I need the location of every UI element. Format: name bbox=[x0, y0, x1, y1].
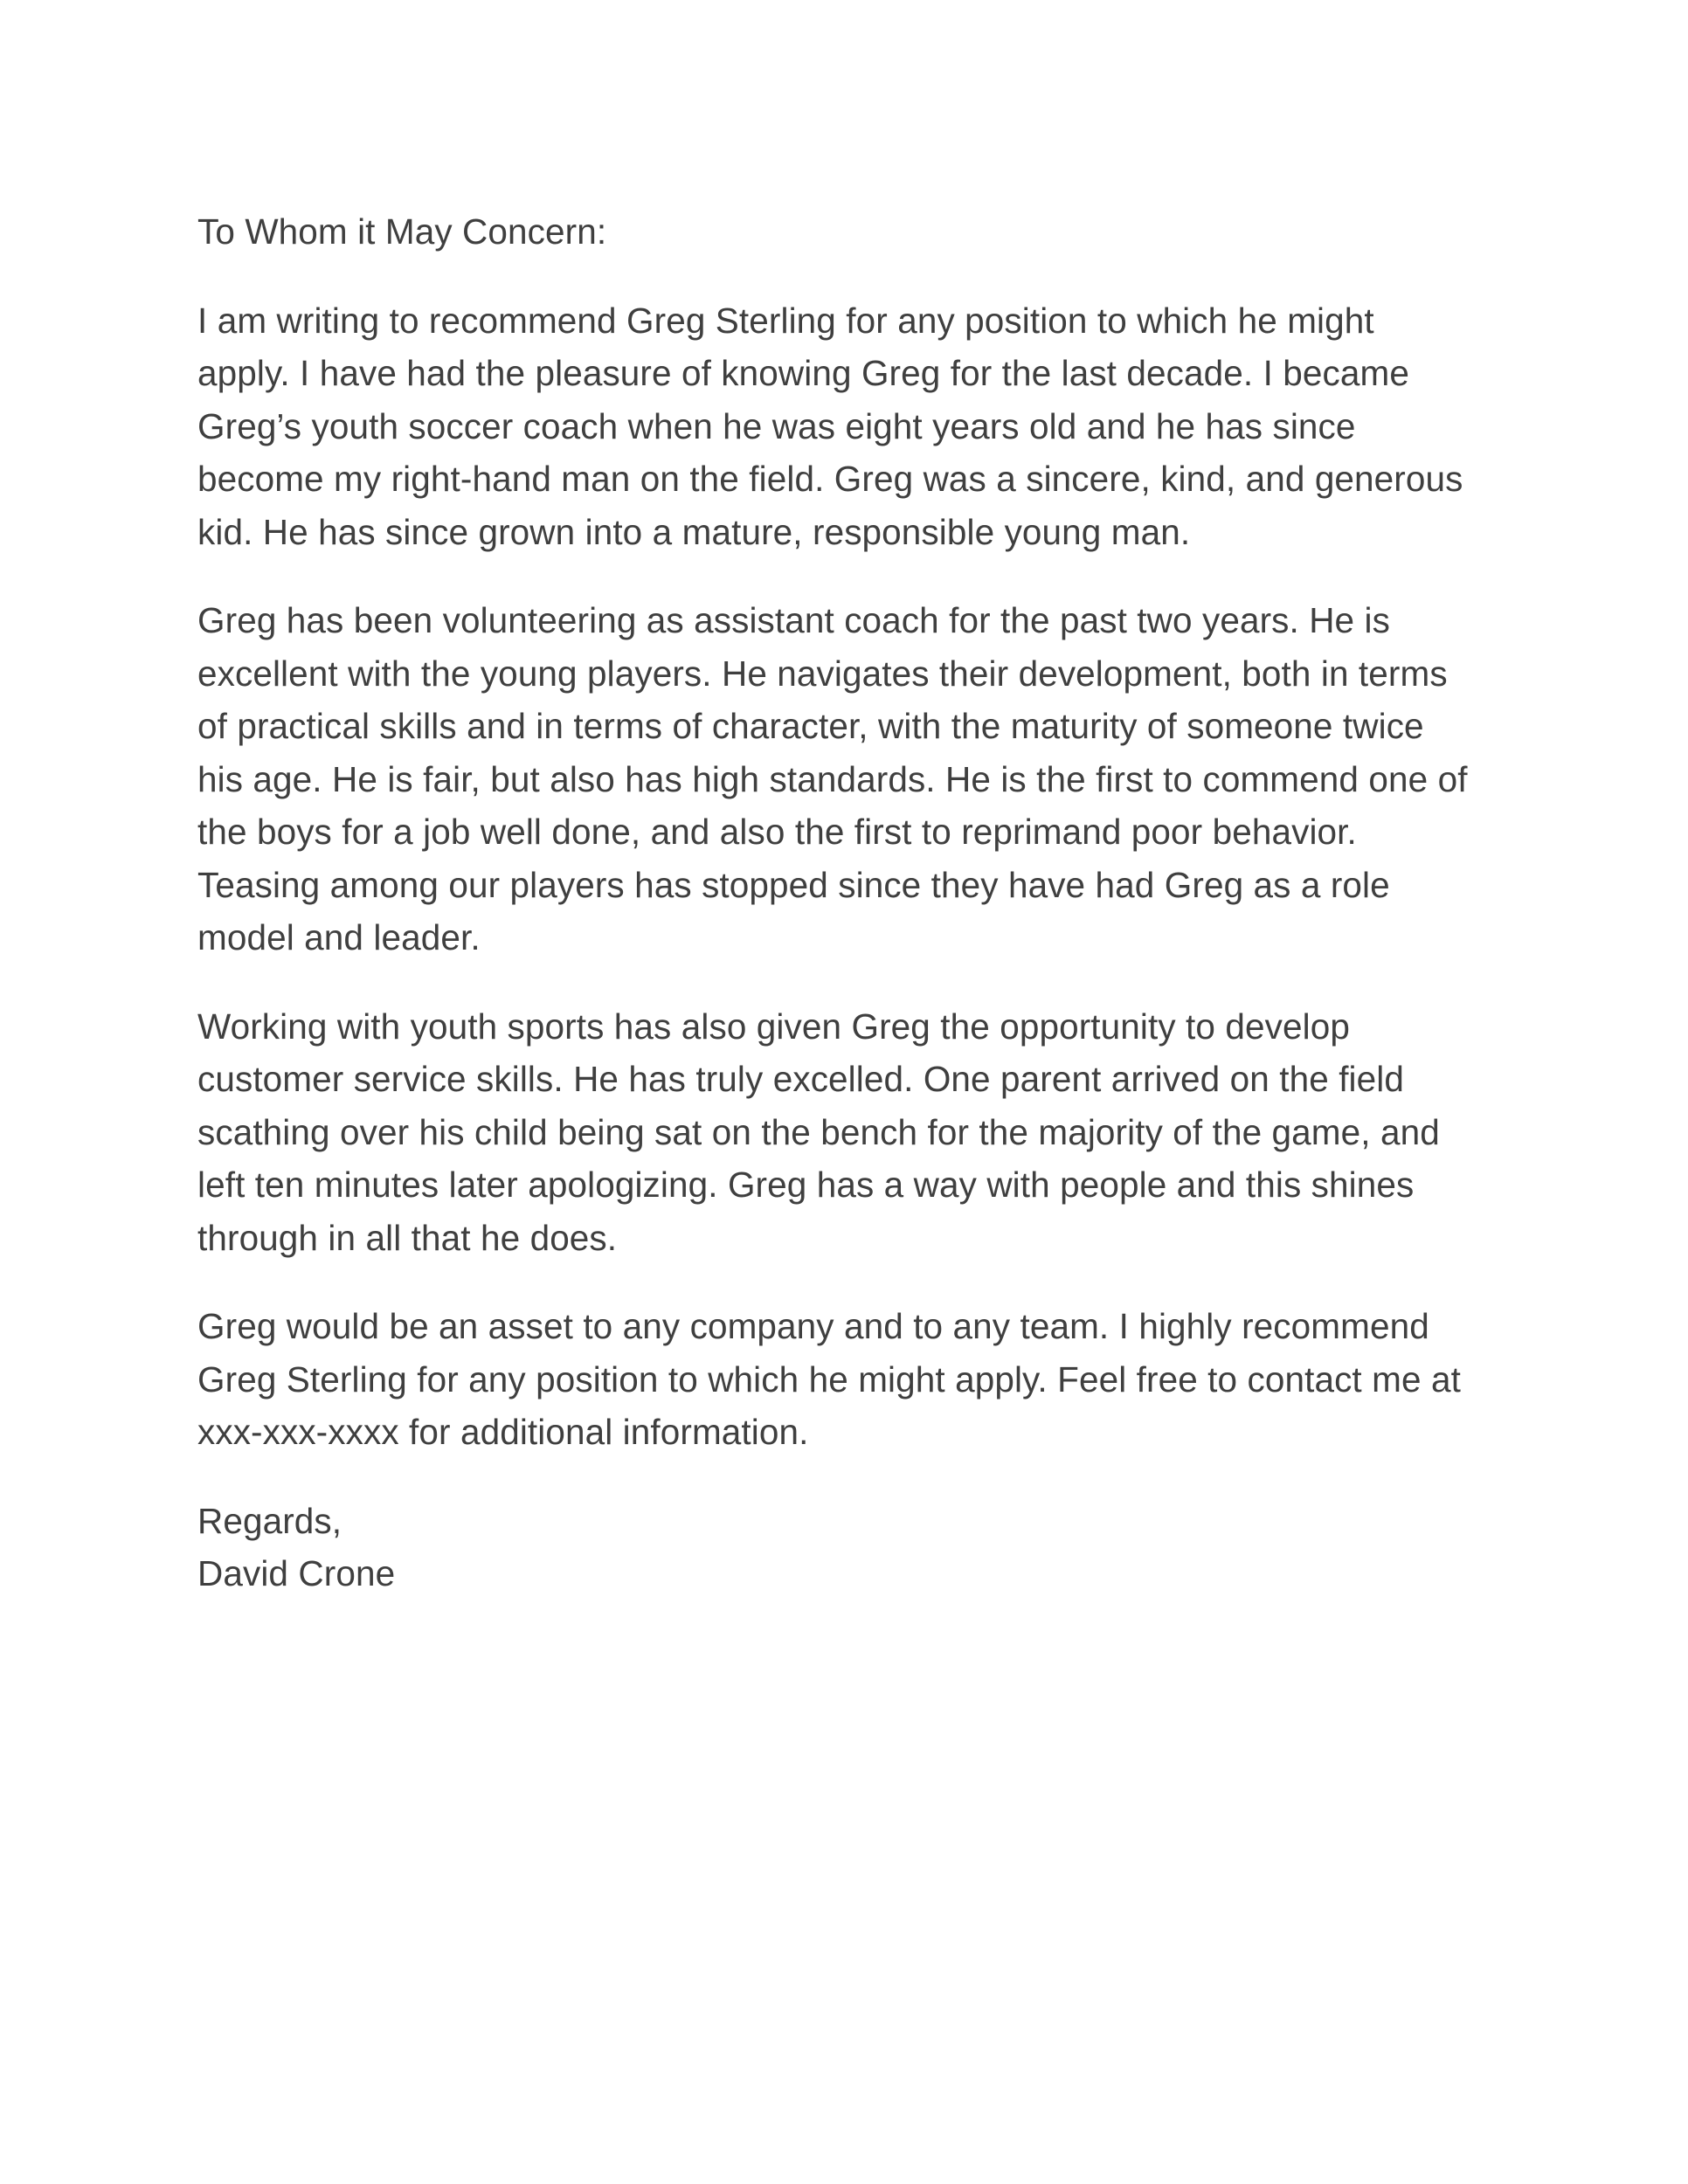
paragraph-2 bbox=[197, 594, 1508, 964]
paragraph-4 bbox=[197, 1300, 1508, 1459]
paragraph-line: xxx-xxx-xxxx for additional information. bbox=[197, 1412, 809, 1452]
salutation: To Whom it May Concern: bbox=[197, 211, 607, 252]
letter-body bbox=[197, 205, 1508, 1600]
paragraph-line: through in all that he does. bbox=[197, 1217, 618, 1258]
paragraph-line: model and leader. bbox=[197, 917, 481, 957]
paragraph-line: of practical skills and in terms of character, with the maturity of someone twice bbox=[197, 706, 1424, 746]
paragraph-line: excellent with the young players. He navigates their development, both in terms bbox=[197, 653, 1448, 694]
paragraph-line: Greg Sterling for any position to which he might apply. Feel free to contact me at bbox=[197, 1358, 1461, 1400]
paragraph-line: his age. He is fair, but also has high standards. He is the first to commend one of bbox=[197, 758, 1468, 799]
paragraph-line: kid. He has since grown into a mature, responsible young man. bbox=[197, 511, 1191, 552]
paragraph-line: Greg would be an asset to any company and to any team. I highly recommend bbox=[197, 1306, 1429, 1346]
signature-name: David Crone bbox=[197, 1553, 396, 1593]
paragraph-line: Teasing among our players has stopped since they have had Greg as a role bbox=[197, 864, 1390, 905]
paragraph-line: scathing over his child being sat on the bench for the majority of the game, and bbox=[197, 1111, 1440, 1152]
paragraph-line: apply. I have had the pleasure of knowing Greg for the last decade. I became bbox=[197, 353, 1409, 393]
paragraph-line: Greg has been volunteering as assistant coach for the past two years. He is bbox=[197, 600, 1390, 640]
closing: Regards, bbox=[197, 1500, 342, 1541]
paragraph-line: become my right-hand man on the field. Greg was a sincere, kind, and generous bbox=[197, 459, 1463, 499]
paragraph-1 bbox=[197, 294, 1508, 559]
paragraph-line: Greg’s youth soccer coach when he was eight years old and he has since bbox=[197, 405, 1356, 446]
paragraph-3 bbox=[197, 1000, 1508, 1265]
paragraph-line: I am writing to recommend Greg Sterling for any position to which he might bbox=[197, 300, 1374, 341]
paragraph-line: Working with youth sports has also given Greg the opportunity to develop bbox=[197, 1006, 1350, 1047]
paragraph-line: left ten minutes later apologizing. Greg has a way with people and this shines bbox=[197, 1165, 1415, 1205]
paragraph-line: the boys for a job well done, and also the first to reprimand poor behavior. bbox=[197, 812, 1357, 852]
closing-block bbox=[197, 1495, 1508, 1600]
paragraph-line: customer service skills. He has truly excelled. One parent arrived on the field bbox=[197, 1059, 1405, 1099]
